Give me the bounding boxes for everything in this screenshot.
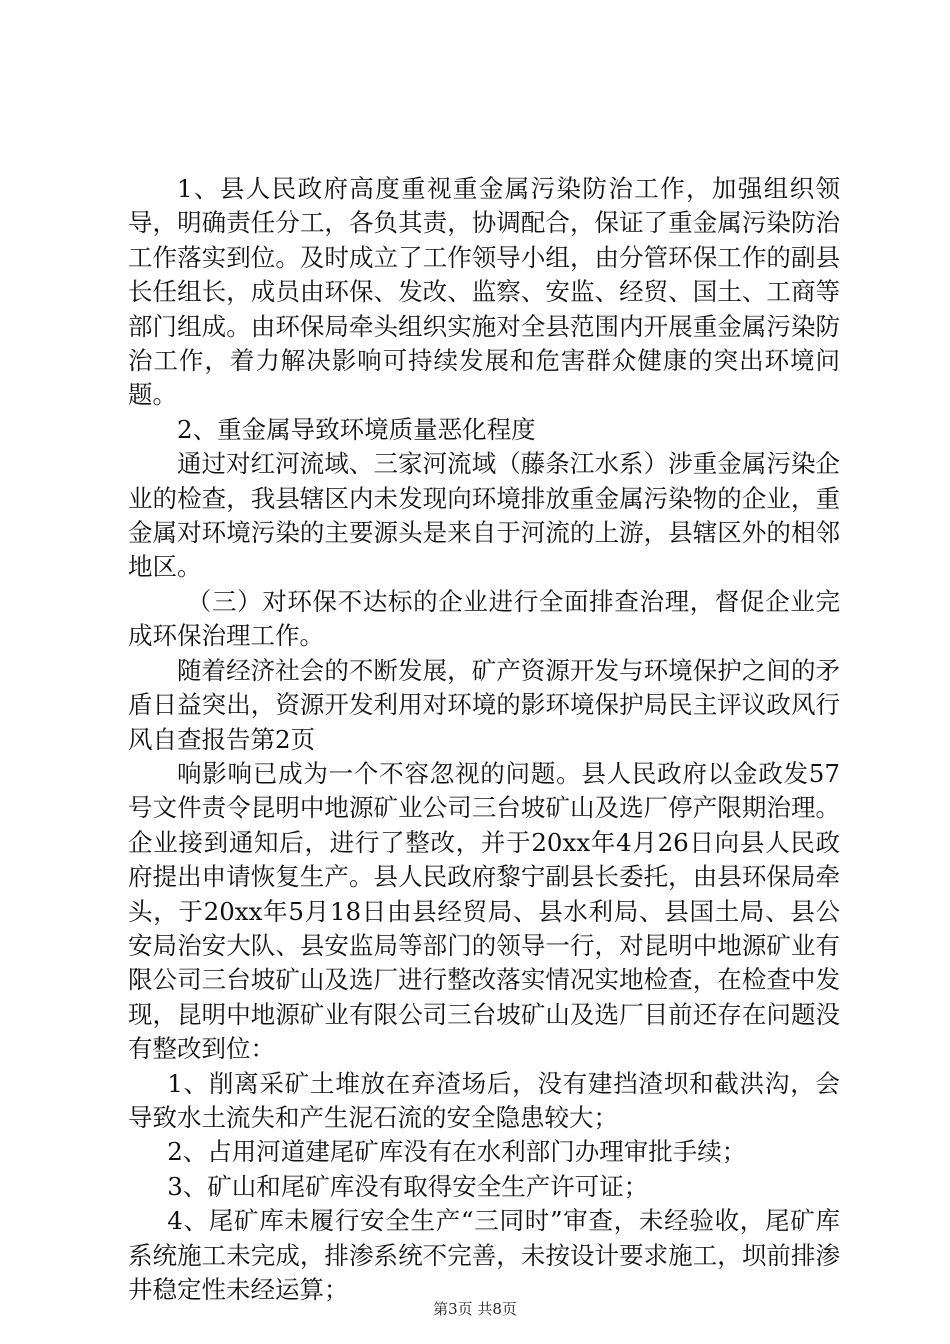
document-body bbox=[128, 172, 840, 1307]
list-item-1: 1、削离采矿土堆放在弃渣场后，没有建挡渣坝和截洪沟，会导致水土流失和产生泥石流的安全隐患较大； bbox=[128, 1068, 840, 1132]
page-footer: 第3页 共8页 bbox=[433, 1300, 517, 1318]
list-item-2: 2、占用河道建尾矿库没有在水利部门办理审批手续； bbox=[167, 1137, 747, 1167]
paragraph-6: 响影响已成为一个不容忽视的问题。县人民政府以金政发57号文件责令昆明中地源矿业公司三台坡矿山及选厂停产限期治理。企业接到通知后，进行了整改，并于20xx年4月26日向县人民政府提出申请恢复生产。县人民政府黎宁副县长委托，由县环保局牵头，于20xx年5月18日由县经贸局、县水利局、县国土局、县公安局治安大队、县安监局等部门的领导一行，对昆明中地源矿业有限公司三台坡矿山及选厂进行整改落实情况实地检查，在检查中发现，昆明中地源矿业有限公司三台坡矿山及选厂目前还存在问题没有整改到位： bbox=[128, 758, 840, 1064]
paragraph-5: 随着经济社会的不断发展，矿产资源开发与环境保护之间的矛盾日益突出，资源开发利用对环境的影环境保护局民主评议政风行风自查报告第2页 bbox=[128, 655, 840, 754]
list-item-3: 3、矿山和尾矿库没有取得安全生产许可证； bbox=[167, 1171, 649, 1201]
paragraph-1: 1、县人民政府高度重视重金属污染防治工作，加强组织领导，明确责任分工，各负其责，协调配合，保证了重金属污染防治工作落实到位。及时成立了工作领导小组，由分管环保工作的副县长任组长，成员由环保、发改、监察、安监、经贸、国土、工商等部门组成。由环保局牵头组织实施对全县范围内开展重金属污染防治工作，着力解决影响可持续发展和危害群众健康的突出环境问题。 bbox=[128, 174, 840, 410]
paragraph-2: 2、重金属导致环境质量恶化程度 bbox=[177, 414, 536, 444]
paragraph-4: （三）对环保不达标的企业进行全面排查治理，督促企业完成环保治理工作。 bbox=[128, 586, 840, 651]
list-item-4: 4、尾矿库未履行安全生产“三同时”审查，未经验收，尾矿库系统施工未完成，排渗系统不完善，未按设计要求施工，坝前排渗井稳定性未经运算； bbox=[128, 1206, 840, 1304]
paragraph-3: 通过对红河流域、三家河流域（藤条江水系）涉重金属污染企业的检查，我县辖区内未发现向环境排放重金属污染物的企业，重金属对环境污染的主要源头是来自于河流的上游，县辖区外的相邻地区。 bbox=[128, 449, 840, 582]
